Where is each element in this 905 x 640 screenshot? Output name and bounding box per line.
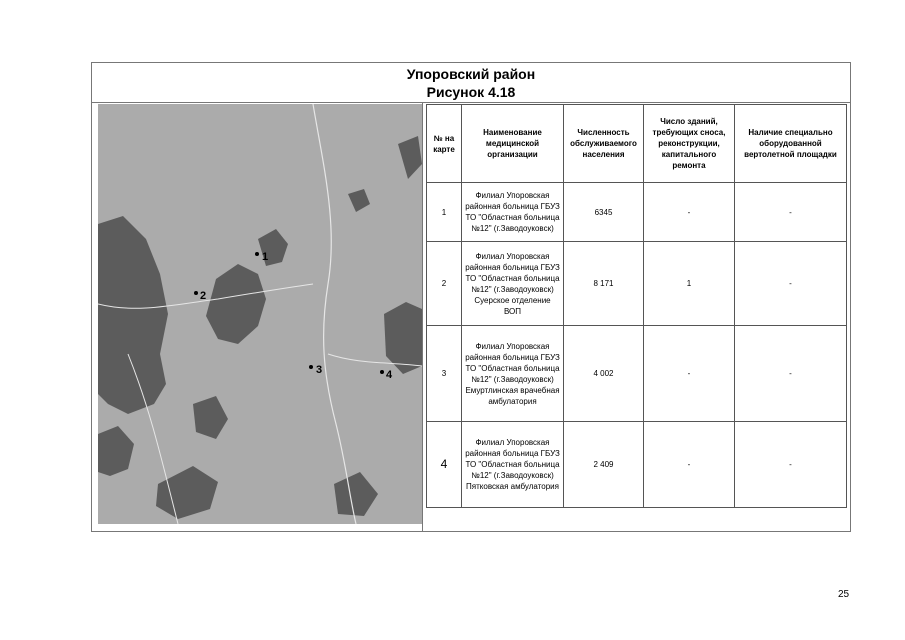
cell-buildings: - [644, 183, 735, 242]
page-number: 25 [838, 589, 850, 600]
cell-buildings: 1 [644, 242, 735, 326]
cell-organization-name: Филиал Упоровская районная больница ГБУЗ ТО "Областная больница №12" (г.Заводоуковск) Емуртлинская врачебная амбулатория [462, 326, 564, 422]
figure-frame [91, 62, 851, 532]
cell-helipad: - [735, 326, 847, 422]
cell-map-number: 3 [427, 326, 462, 422]
cell-organization-name: Филиал Упоровская районная больница ГБУЗ ТО "Областная больница №12" (г.Заводоуковск) Суерское отделение ВОП [462, 242, 564, 326]
cell-helipad: - [735, 422, 847, 508]
map-marker-label: 2 [200, 290, 207, 302]
table-row [427, 422, 847, 508]
cell-population: 8 171 [564, 242, 644, 326]
table-row [427, 242, 847, 326]
table-row [427, 183, 847, 242]
table-row [427, 326, 847, 422]
cell-map-number: 1 [427, 183, 462, 242]
facilities-table [426, 104, 847, 508]
cell-population: 4 002 [564, 326, 644, 422]
figure-caption: Рисунок 4.18 [426, 84, 516, 100]
district-map [98, 104, 422, 524]
cell-population: 6345 [564, 183, 644, 242]
header-buildings: Число зданий, требующих сноса, реконструкции, капитального ремонта [644, 105, 735, 183]
facilities-table-wrap [426, 104, 847, 508]
header-organization-name: Наименование медицинской организации [462, 105, 564, 183]
cell-organization-name: Филиал Упоровская районная больница ГБУЗ ТО "Областная больница №12" (г.Заводоуковск) Пятковская амбулатория [462, 422, 564, 508]
cell-helipad: - [735, 242, 847, 326]
title-row [92, 63, 850, 103]
district-title: Упоровский район [406, 66, 536, 82]
map-svg [98, 104, 422, 524]
cell-helipad: - [735, 183, 847, 242]
map-marker-label: 3 [316, 364, 323, 376]
cell-organization-name: Филиал Упоровская районная больница ГБУЗ ТО "Областная больница №12" (г.Заводоуковск) [462, 183, 564, 242]
header-helipad: Наличие специально оборудованной вертолетной площадки [735, 105, 847, 183]
cell-map-number: 2 [427, 242, 462, 326]
header-population: Численность обслуживаемого населения [564, 105, 644, 183]
column-divider [422, 103, 423, 531]
cell-buildings: - [644, 422, 735, 508]
cell-population: 2 409 [564, 422, 644, 508]
table-header-row [427, 105, 847, 183]
header-map-number: № на карте [427, 105, 462, 183]
cell-map-number: 4 [427, 422, 462, 508]
map-marker-label: 4 [386, 369, 393, 381]
cell-buildings: - [644, 326, 735, 422]
map-marker-label: 1 [262, 251, 269, 263]
